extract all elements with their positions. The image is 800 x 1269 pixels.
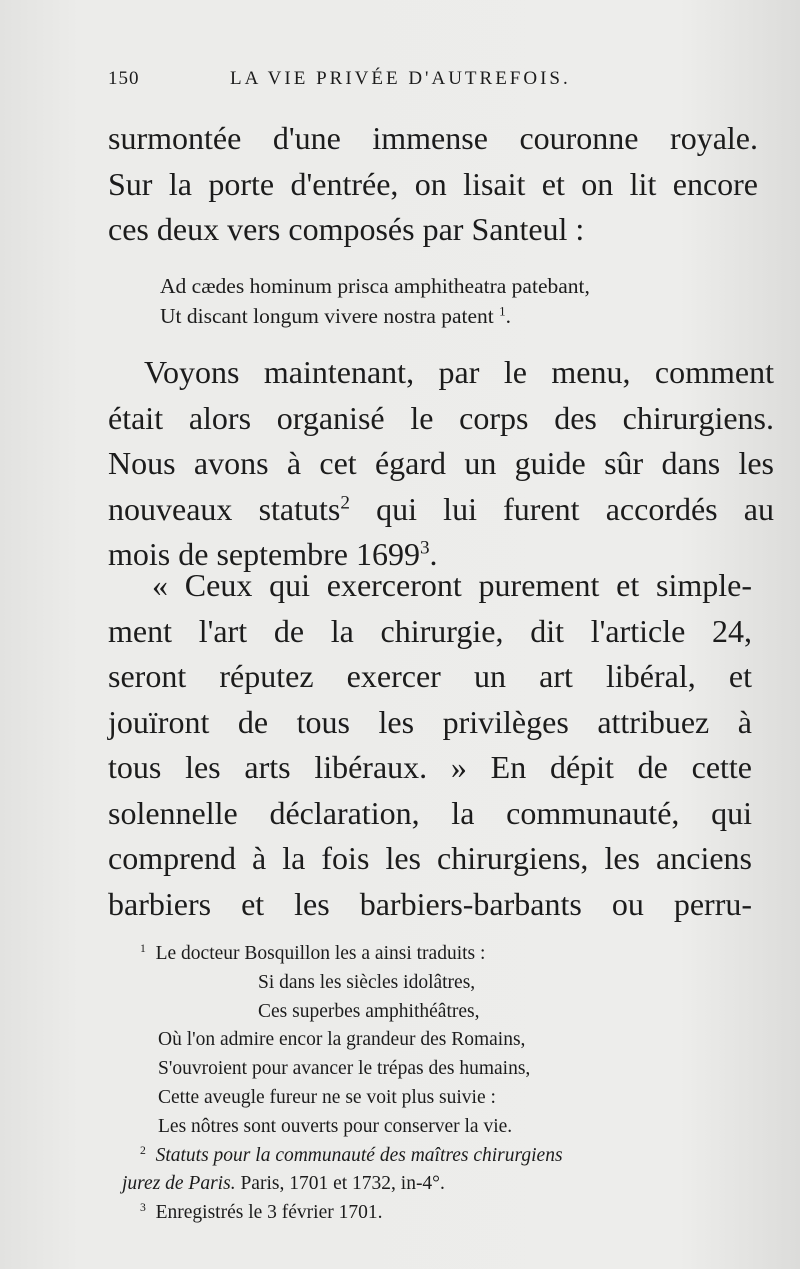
text-line: solennelle déclaration, la communauté, qui xyxy=(108,794,752,831)
footnote-mark-1: 1 xyxy=(140,941,146,955)
verse-line: Les nôtres sont ouverts pour conserver la vie. xyxy=(158,1115,513,1137)
footnote-2-rest: Paris, 1701 et 1732, in-4°. xyxy=(235,1173,445,1195)
text-line: ces deux vers composés par Santeul : xyxy=(108,211,585,247)
text-line: comprend à la fois les chirurgiens, les anciens xyxy=(108,840,752,876)
footnote-1 xyxy=(140,940,760,969)
text-line: seront réputez exercer un art libéral, et xyxy=(108,658,752,694)
quote-line-1: Ad cædes hominum prisca amphitheatra patebant, xyxy=(160,274,590,298)
paragraph-3 xyxy=(108,563,752,927)
quote-line-2-text: Ut discant longum vivere nostra patent xyxy=(160,304,494,328)
footnote-2-cont xyxy=(122,1170,760,1199)
text-line: barbiers et les barbiers-barbants ou perru- xyxy=(108,885,752,922)
text-line: Voyons maintenant, par le menu, comment xyxy=(144,354,774,390)
footnote-2-title: Statuts pour la communauté des maîtres chirurgiens xyxy=(155,1144,563,1166)
paragraph-2 xyxy=(108,350,774,578)
text-line-part: qui lui furent accordés au xyxy=(349,490,775,527)
text-line: était alors organisé le corps des chirurgiens. xyxy=(108,399,774,436)
footnote-3 xyxy=(140,1199,760,1228)
paragraph-1 xyxy=(108,116,758,253)
footnote-ref-3: 3 xyxy=(419,537,430,559)
verse-line: S'ouvroient pour avancer le trépas des humains, xyxy=(158,1058,531,1080)
text-line: tous les arts libéraux. » En dépit de cette xyxy=(108,749,752,785)
footnote-mark-2: 2 xyxy=(140,1143,146,1157)
verse-line: Si dans les siècles idolâtres, xyxy=(258,971,476,993)
footnote-1-text: Le docteur Bosquillon les a ainsi traduits : xyxy=(155,943,486,964)
verse-line: Ces superbes amphithéâtres, xyxy=(258,1000,480,1022)
footnote-3-text: Enregistrés le 3 février 1701. xyxy=(155,1202,383,1224)
text-line: « Ceux qui exerceront purement et simple- xyxy=(152,567,752,603)
footnote-2 xyxy=(140,1142,760,1171)
verse-line: Cette aveugle fureur ne se voit plus suivie : xyxy=(158,1086,496,1108)
text-line xyxy=(108,487,774,533)
text-line-part: mois de septembre 1699 xyxy=(108,536,420,572)
page-number: 150 xyxy=(108,68,140,89)
latin-quote xyxy=(160,271,720,331)
verse-line: Où l'on admire encor la grandeur des Romains, xyxy=(158,1029,526,1051)
quote-line-2 xyxy=(160,301,720,331)
text-line-part: nouveaux statuts xyxy=(108,490,341,527)
text-line: jouïront de tous les privilèges attribuez à xyxy=(108,703,752,740)
footnote-mark-3: 3 xyxy=(140,1201,146,1215)
footnote-ref-2: 2 xyxy=(340,491,350,513)
running-title: LA VIE PRIVÉE D'AUTREFOIS. xyxy=(230,68,571,89)
text-line: surmontée d'une immense couronne royale. xyxy=(108,120,758,156)
text-line: ment l'art de la chirurgie, dit l'article 24, xyxy=(108,612,752,649)
footnotes xyxy=(122,940,760,1228)
text-line-part: . xyxy=(429,536,438,572)
text-line: Nous avons à cet égard un guide sûr dans les xyxy=(108,445,774,481)
quote-line-2-end: . xyxy=(505,304,511,328)
text-line: Sur la porte d'entrée, on lisait et on lit encore xyxy=(108,165,758,202)
footnote-2-title-cont: jurez de Paris. xyxy=(122,1173,236,1195)
footnote-ref-1: 1 xyxy=(499,304,506,319)
